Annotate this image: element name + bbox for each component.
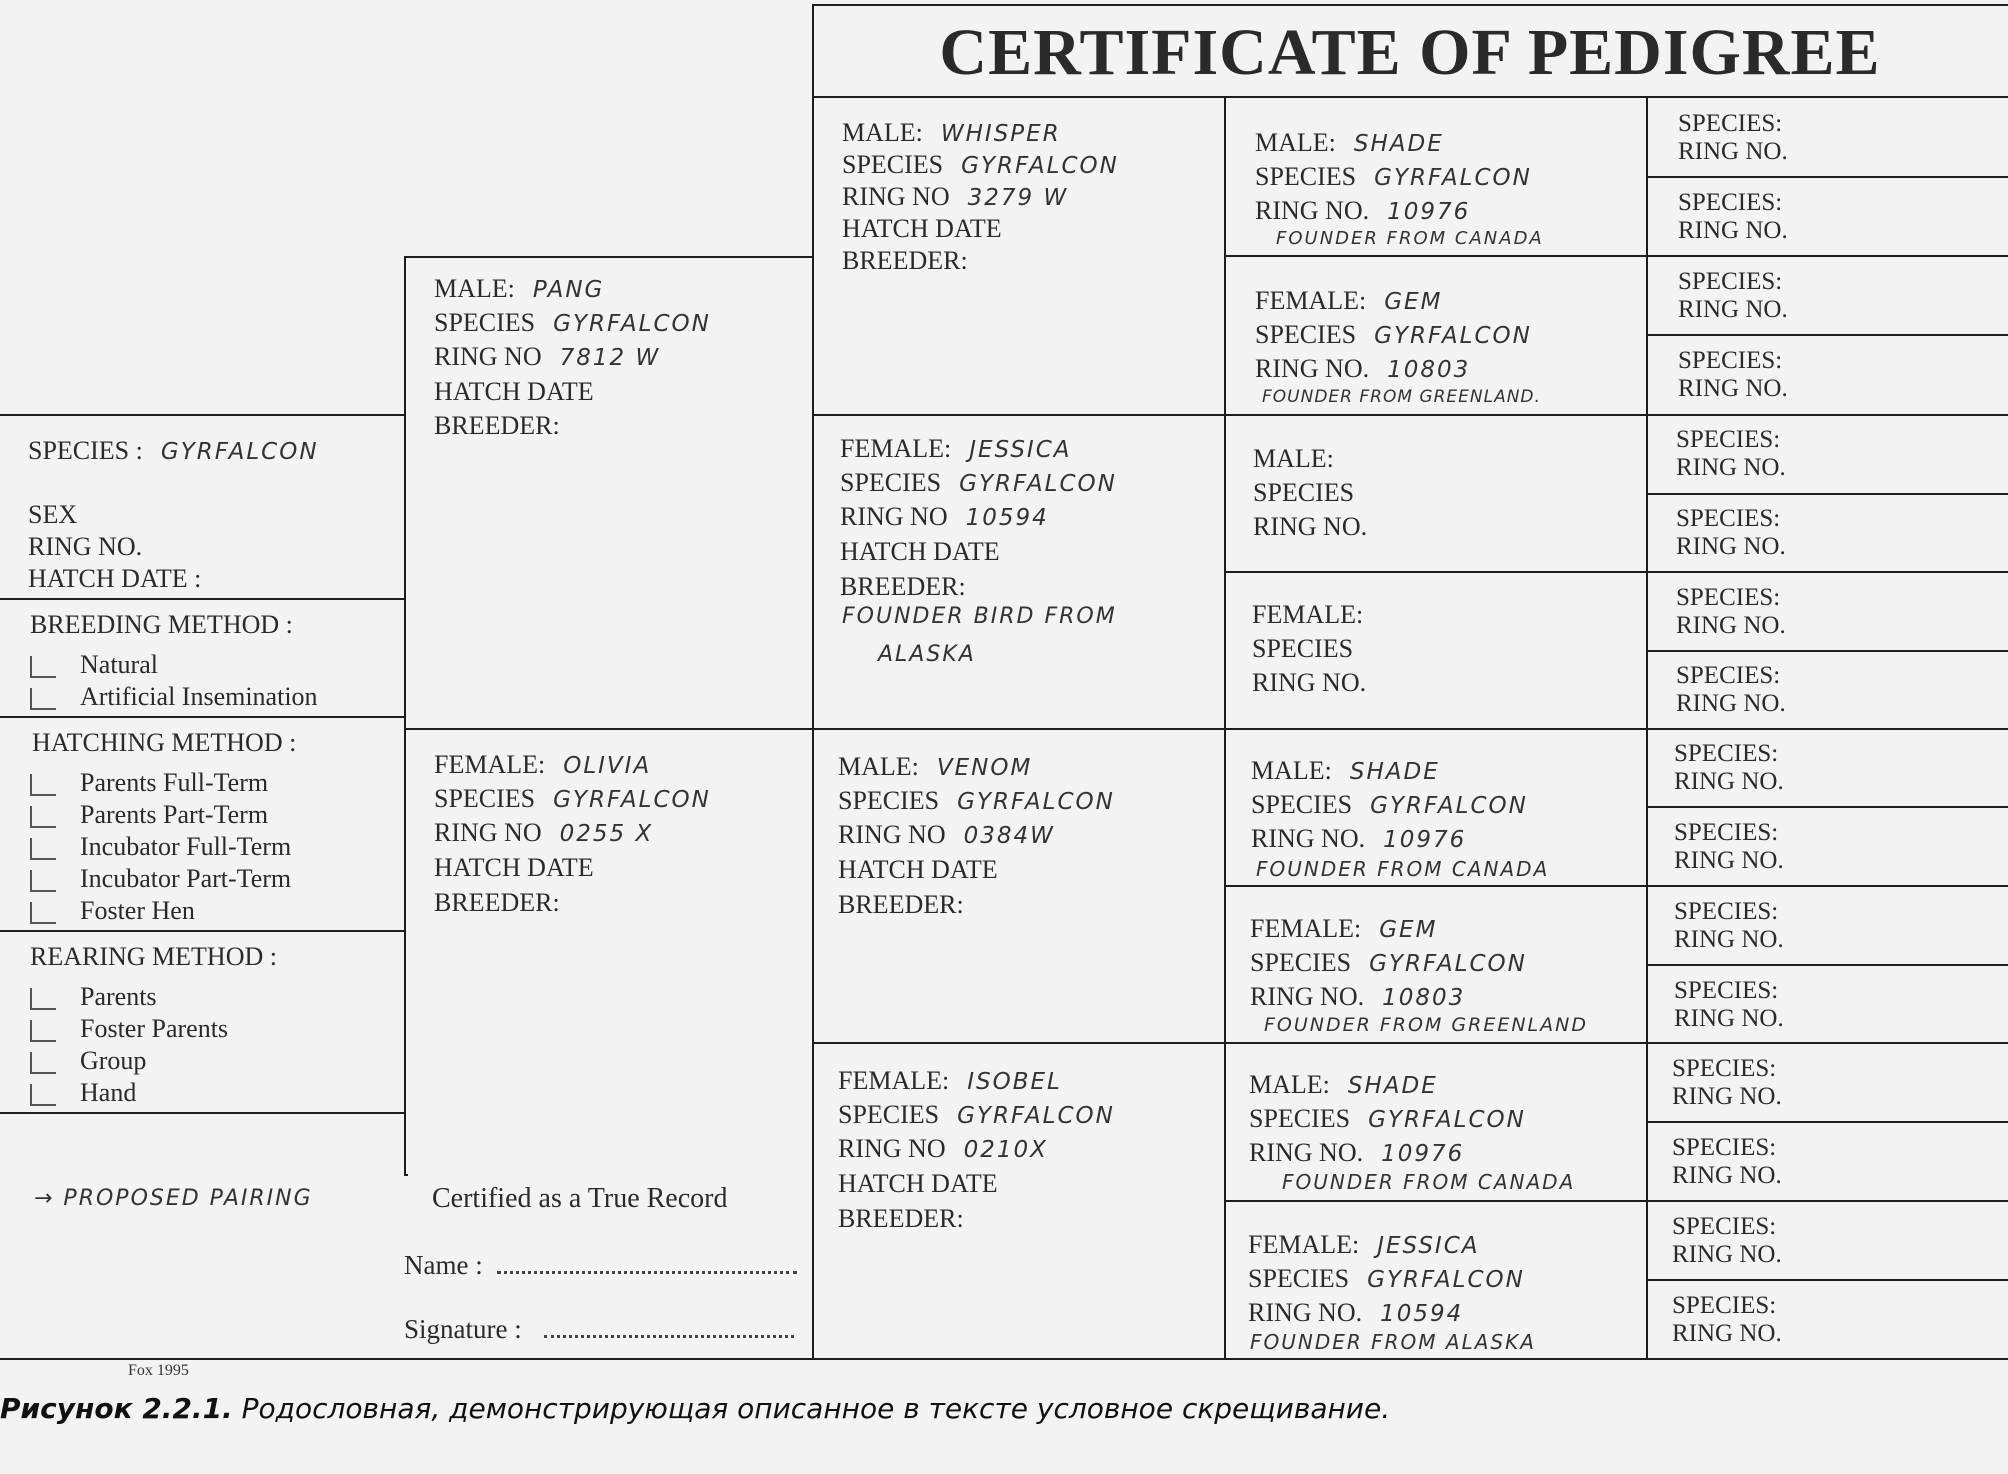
gen4-ring-label: RING NO. [1676,533,1786,560]
gen1-sire-row3 [434,342,660,373]
gen4-slot [1676,662,1786,718]
hatching-option[interactable] [30,864,291,894]
species-label: SPECIES [838,786,940,815]
rearing-option[interactable] [30,982,157,1012]
gen3-f-row2 [1250,948,1527,979]
gen3-a-row3 [1255,196,1470,227]
species-value: GYRFALCON [1374,165,1532,191]
species-label: SPECIES [1249,1104,1351,1133]
species-label: SPECIES [434,784,536,813]
checkbox[interactable] [30,1052,56,1074]
sex-label: FEMALE: [1250,914,1362,943]
gen3-d-row2 [1252,634,1371,665]
ring-label: RING NO. [1249,1138,1364,1167]
gen3-e-row1 [1251,756,1440,787]
bird-name: VENOM [936,755,1033,781]
gen1-dam-row2 [434,784,711,815]
subject-hatch-label: HATCH DATE : [28,564,202,593]
ring-value: 3279 W [967,185,1069,211]
sex-label: MALE: [1255,128,1336,157]
gen2-b-row3 [840,502,1049,533]
gen3-d-row1 [1252,600,1381,631]
gen1-dam-hatch-label: HATCH DATE [434,853,594,882]
gen4-ring-label: RING NO. [1676,454,1786,481]
gen2-c-row3 [838,820,1055,851]
checkbox[interactable] [30,902,56,924]
species-value: GYRFALCON [1369,951,1527,977]
hatching-option[interactable] [30,768,268,798]
breeding-option[interactable] [30,682,318,712]
ring-label: RING NO. [1252,668,1367,697]
figure-caption [0,1392,1390,1425]
gen3-h-row1 [1248,1230,1480,1261]
option-label: Foster Parents [80,1014,229,1043]
gen4-ring-label: RING NO. [1674,847,1784,874]
gen4-ring-label: RING NO. [1674,1005,1784,1032]
sex-label: FEMALE: [1252,600,1364,629]
species-label: SPECIES [1251,790,1353,819]
option-label: Group [80,1046,147,1075]
gen3-a-note: FOUNDER FROM CANADA [1276,228,1544,249]
species-value: GYRFALCON [1370,793,1528,819]
gen3-g-note: FOUNDER FROM CANADA [1282,1170,1576,1194]
gen4-slot [1676,584,1786,640]
gen1-sire-hatch-label: HATCH DATE [434,377,594,406]
gen2-b-note-line2: ALASKA [878,642,976,667]
gen4-slot [1672,1134,1782,1190]
gen2-a-row3 [842,182,1068,213]
ring-label: RING NO. [1248,1298,1363,1327]
subject-sex-label: SEX [28,500,78,529]
gen4-ring-label: RING NO. [1678,138,1788,165]
species-label: SPECIES [1255,320,1357,349]
certified-name-row[interactable] [404,1250,797,1280]
sex-label: FEMALE: [1255,286,1367,315]
gen3-g-row1 [1249,1070,1438,1101]
sex-label: MALE: [1253,444,1334,473]
ring-value: 10803 [1387,357,1471,383]
signature-dotted-line[interactable] [544,1335,794,1338]
species-label: SPECIES [1248,1264,1350,1293]
ring-label: RING NO. [1251,824,1366,853]
gen1-sire-breeder-label: BREEDER: [434,411,560,440]
gen4-slot [1674,977,1784,1033]
option-label: Natural [80,650,158,679]
species-label: SPECIES [842,150,944,179]
gen4-species-label: SPECIES: [1678,268,1783,295]
gen4-slot [1678,268,1788,324]
gen4-slot [1672,1055,1782,1111]
gen3-h-row2 [1248,1264,1525,1295]
species-label: SPECIES [1252,634,1354,663]
gen4-species-label: SPECIES: [1672,1292,1777,1319]
gen3-c-row1 [1253,444,1352,475]
gen4-ring-label: RING NO. [1678,217,1788,244]
gen2-b-breeder-label: BREEDER: [840,572,966,601]
checkbox[interactable] [30,1020,56,1042]
subject-species-value: GYRFALCON [160,439,319,465]
gen2-c-hatch-label: HATCH DATE [838,855,998,884]
checkbox[interactable] [30,688,56,710]
option-label: Parents Full-Term [80,768,269,797]
gen4-ring-label: RING NO. [1672,1241,1782,1268]
breeding-method-heading: BREEDING METHOD : [30,610,293,639]
option-label: Parents [80,982,157,1011]
gen3-c-row3 [1253,512,1385,543]
gen2-b-hatch-label: HATCH DATE [840,537,1000,566]
ring-label: RING NO [434,342,542,371]
gen2-a-row2 [842,150,1119,181]
gen4-ring-label: RING NO. [1678,296,1788,323]
gen4-slot [1676,505,1786,561]
subject-ring-label: RING NO. [28,532,143,561]
option-label: Artificial Insemination [80,682,318,711]
species-label: SPECIES [1255,162,1357,191]
gen1-sire-row1 [434,274,604,305]
gen4-ring-label: RING NO. [1678,375,1788,402]
gen4-ring-label: RING NO. [1676,690,1786,717]
species-value: GYRFALCON [959,471,1117,497]
gen2-b-row2 [840,468,1117,499]
proposed-pairing-note: → PROPOSED PAIRING [34,1186,313,1211]
certified-heading: Certified as a True Record [432,1183,728,1214]
checkbox[interactable] [30,870,56,892]
species-label: SPECIES [1250,948,1352,977]
gen3-e-note: FOUNDER FROM CANADA [1256,857,1550,881]
gen4-ring-label: RING NO. [1672,1083,1782,1110]
subject-species [28,436,319,467]
gen2-c-row2 [838,786,1115,817]
species-label: SPECIES [434,308,536,337]
sex-label: FEMALE: [1248,1230,1360,1259]
gen1-sire-row2 [434,308,711,339]
gen4-slot [1672,1213,1782,1269]
rearing-method-heading: REARING METHOD : [30,942,277,971]
bird-name: GEM [1379,917,1438,943]
caption-text: Родословная, демонстрирующая описанное в тексте условное скрещивание. [232,1392,1391,1425]
gen3-e-row2 [1251,790,1528,821]
species-value: GYRFALCON [1367,1267,1525,1293]
gen4-slot [1674,740,1784,796]
sex-label: MALE: [838,752,919,781]
gen4-slot [1678,110,1788,166]
page-title: CERTIFICATE OF PEDIGREE [939,16,1881,89]
gen4-slot [1678,347,1788,403]
ring-value: 0210X [963,1137,1048,1163]
gen2-d-row1 [838,1066,1062,1097]
species-value: GYRFALCON [553,787,711,813]
ring-label: RING NO [840,502,948,531]
option-label: Hand [80,1078,137,1107]
gen4-ring-label: RING NO. [1674,926,1784,953]
gen3-a-row1 [1255,128,1444,159]
gen2-a-breeder-label: BREEDER: [842,246,968,275]
gen2-a-row1 [842,118,1061,149]
gen4-species-label: SPECIES: [1674,898,1779,925]
ring-value: 10976 [1387,199,1471,225]
gen4-ring-label: RING NO. [1672,1162,1782,1189]
ring-label: RING NO. [1250,982,1365,1011]
option-label: Parents Part-Term [80,800,269,829]
name-dotted-line[interactable] [497,1271,797,1274]
checkbox[interactable] [30,806,56,828]
caption-label: Рисунок 2.2.1. [0,1392,233,1425]
gen3-h-note: FOUNDER FROM ALASKA [1250,1330,1536,1354]
gen2-c-row1 [838,752,1032,783]
ring-value: 10594 [965,505,1049,531]
gen4-species-label: SPECIES: [1676,426,1781,453]
name-label: Name : [404,1250,483,1280]
species-label: SPECIES [840,468,942,497]
sex-label: FEMALE: [434,750,546,779]
rearing-option[interactable] [30,1046,146,1076]
ring-label: RING NO. [1253,512,1368,541]
gen4-species-label: SPECIES: [1676,662,1781,689]
gen2-c-breeder-label: BREEDER: [838,890,964,919]
option-label: Incubator Part-Term [80,864,292,893]
gen3-f-note: FOUNDER FROM GREENLAND [1264,1014,1588,1036]
checkbox[interactable] [30,838,56,860]
bird-name: SHADE [1349,759,1440,785]
gen2-d-breeder-label: BREEDER: [838,1204,964,1233]
species-value: GYRFALCON [1374,323,1532,349]
gen1-dam-row3 [434,818,653,849]
gen4-species-label: SPECIES: [1674,819,1779,846]
gen4-slot [1674,898,1784,954]
option-label: Incubator Full-Term [80,832,292,861]
ring-label: RING NO [434,818,542,847]
gen3-b-row3 [1255,354,1470,385]
bird-name: ISOBEL [967,1069,1062,1095]
gen4-species-label: SPECIES: [1678,189,1783,216]
checkbox[interactable] [30,656,56,678]
gen4-species-label: SPECIES: [1676,505,1781,532]
gen3-b-row1 [1255,286,1442,317]
ring-label: RING NO [838,1134,946,1163]
gen4-species-label: SPECIES: [1674,977,1779,1004]
species-label: SPECIES [838,1100,940,1129]
bird-name: OLIVIA [563,753,652,779]
sex-label: MALE: [1251,756,1332,785]
gen3-h-row3 [1248,1298,1463,1329]
checkbox[interactable] [30,988,56,1010]
hatching-option[interactable] [30,800,268,830]
gen2-b-note-line1: FOUNDER BIRD FROM [842,604,1117,629]
bird-name: SHADE [1347,1073,1438,1099]
bird-name: WHISPER [940,121,1061,147]
gen4-species-label: SPECIES: [1672,1055,1777,1082]
ring-value: 10976 [1381,1141,1465,1167]
gen1-dam-row1 [434,750,651,781]
option-label: Foster Hen [80,896,195,925]
gen4-ring-label: RING NO. [1672,1320,1782,1347]
gen4-slot [1674,819,1784,875]
checkbox[interactable] [30,774,56,796]
ring-label: RING NO [842,182,950,211]
bird-name: JESSICA [969,437,1072,463]
species-label: SPECIES [1253,478,1355,507]
gen4-species-label: SPECIES: [1678,110,1783,137]
credit: Fox 1995 [128,1362,189,1379]
gen4-species-label: SPECIES: [1678,347,1783,374]
ring-value: 7812 W [559,345,661,371]
rearing-option[interactable] [30,1014,228,1044]
gen3-f-row1 [1250,914,1437,945]
bird-name: SHADE [1353,131,1444,157]
hatching-option[interactable] [30,832,291,862]
gen3-a-row2 [1255,162,1532,193]
sex-label: MALE: [434,274,515,303]
ring-label: RING NO. [1255,196,1370,225]
gen2-d-row2 [838,1100,1115,1131]
species-value: GYRFALCON [957,789,1115,815]
ring-value: 10976 [1383,827,1467,853]
certified-signature-row[interactable] [404,1314,794,1344]
gen4-ring-label: RING NO. [1676,612,1786,639]
subject-species-label: SPECIES : [28,436,143,465]
sex-label: FEMALE: [838,1066,950,1095]
checkbox[interactable] [30,1084,56,1106]
gen4-ring-label: RING NO. [1674,768,1784,795]
breeding-option[interactable] [30,650,158,680]
sex-label: MALE: [1249,1070,1330,1099]
gen3-b-note: FOUNDER FROM GREENLAND. [1262,387,1541,407]
ring-label: RING NO [838,820,946,849]
gen4-slot [1678,189,1788,245]
gen3-f-row3 [1250,982,1465,1013]
gen2-a-hatch-label: HATCH DATE [842,214,1002,243]
gen1-dam-breeder-label: BREEDER: [434,888,560,917]
gen3-g-row3 [1249,1138,1464,1169]
gen4-species-label: SPECIES: [1672,1134,1777,1161]
gen3-e-row3 [1251,824,1466,855]
species-value: GYRFALCON [1368,1107,1526,1133]
gen2-d-hatch-label: HATCH DATE [838,1169,998,1198]
gen4-species-label: SPECIES: [1676,584,1781,611]
ring-value: 10594 [1380,1301,1464,1327]
species-value: GYRFALCON [553,311,711,337]
ring-label: RING NO. [1255,354,1370,383]
gen3-d-row3 [1252,668,1384,699]
ring-value: 10803 [1382,985,1466,1011]
gen4-species-label: SPECIES: [1674,740,1779,767]
sex-label: FEMALE: [840,434,952,463]
bird-name: JESSICA [1377,1233,1480,1259]
gen2-b-row1 [840,434,1072,465]
gen4-slot [1676,426,1786,482]
hatching-method-heading: HATCHING METHOD : [32,728,297,757]
hatching-option[interactable] [30,896,195,926]
gen3-c-row2 [1253,478,1372,509]
ring-value: 0384W [963,823,1055,849]
rearing-option[interactable] [30,1078,136,1108]
gen4-species-label: SPECIES: [1672,1213,1777,1240]
ring-value: 0255 X [559,821,654,847]
signature-label: Signature : [404,1314,522,1344]
species-value: GYRFALCON [961,153,1119,179]
species-value: GYRFALCON [957,1103,1115,1129]
gen3-b-row2 [1255,320,1532,351]
gen2-d-row3 [838,1134,1048,1165]
gen4-slot [1672,1292,1782,1348]
bird-name: PANG [532,277,605,303]
gen3-g-row2 [1249,1104,1526,1135]
sex-label: MALE: [842,118,923,147]
bird-name: GEM [1384,289,1443,315]
